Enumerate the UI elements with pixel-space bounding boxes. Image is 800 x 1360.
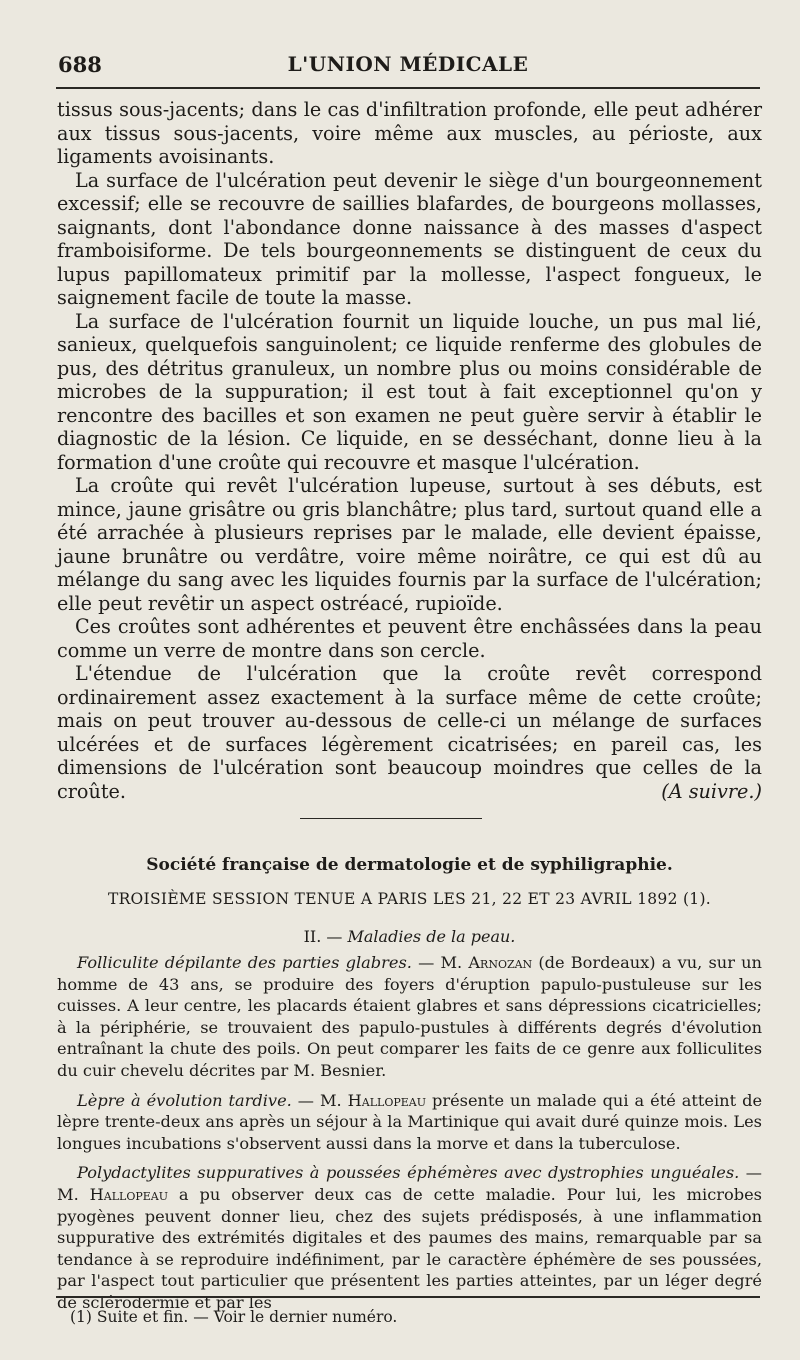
entry-text: a pu observer deux cas de cette maladie. Pour lui, les microbes pyogènes peuvent donner lieu, chez des sujets prédisposés, à une inflammation suppurative des extrémités digitales et des paumes des mains, remarquable par sa tendance à se reproduire indéfiniment, par le caractère éphémère de ses poussées, par l'aspect tout particulier que présentent les parties atteintes, par un léger degré de sclérodermie et par les bbox=[57, 1184, 762, 1312]
section-title: Maladies de la peau. bbox=[347, 927, 516, 946]
paragraph-croute: La croûte qui revêt l'ulcération lupeuse, surtout à ses débuts, est mince, jaune grisâtre ou gris blanchâtre; plus tard, surtout quand elle a été arrachée à plusieurs reprises par le malade, elle devient épaisse, jaune brunâtre ou verdâtre, voire même noirâtre, ce qui est dû au mélange du sang avec les liquides fournis par la surface de l'ulcération; elle peut revêtir un aspect ostréacé, rupioïde. bbox=[57, 474, 762, 615]
entry-author: M. Hallopeau bbox=[57, 1184, 168, 1204]
session-line: TROISIÈME SESSION TENUE A PARIS LES 21, 22 ET 23 AVRIL 1892 (1). bbox=[107, 890, 712, 908]
running-title: L'UNION MÉDICALE bbox=[287, 52, 529, 76]
section-heading bbox=[57, 927, 762, 946]
session-entries bbox=[57, 952, 762, 1314]
society-title: Société française de dermatologie et de syphiligraphie. bbox=[146, 855, 673, 875]
header-rule bbox=[56, 87, 760, 89]
entry-author: M. Arnozan bbox=[440, 953, 533, 972]
section-number: II. — bbox=[303, 927, 343, 946]
page-header bbox=[58, 52, 758, 76]
paragraph-bourgeonnement: La surface de l'ulcération peut devenir le siège d'un bourgeonnement excessif; elle se recouvre de saillies blafardes, de bourgeons mollasses, saignants, dont l'abondance donne naissance à des masses d'aspect framboisiforme. De tels bourgeonnements se distinguent de ceux du lupus papillomateux primitif par la mollesse, l'aspect fongueux, le saignement facile de toute la masse. bbox=[57, 168, 762, 309]
paragraph-etendue-text: L'étendue de l'ulcération que la croûte revêt correspond ordinairement assez exactement à la surface même de cette croûte; mais on peut trouver au-dessous de celle-ci un mélange de surfaces ulcérées et de surfaces légèrement cicatrisées; en pareil cas, les dimensions de l'ulcération sont beaucoup moindres que celles de la croûte. bbox=[57, 662, 762, 803]
footnote-rule bbox=[56, 1296, 760, 1298]
entry-folliculite: Folliculite dépilante des parties glabres. — M. Arnozan (de Bordeaux) a vu, sur un homme de 43 ans, se produire des foyers d'éruption papulo-pustuleuse sur les cuisses. A leur centre, les placards étaient glabres et sans dépressions cicatricielles; à la périphérie, se trouvaient des papulo-pustules à différents degrés d'évolution entraînant la chute des poils. On peut comparer les faits de ce genre aux folliculites du cuir chevelu décrites par M. Besnier. bbox=[57, 953, 762, 1080]
page-number: 688 bbox=[58, 52, 102, 77]
paragraph-continuation: tissus sous-jacents; dans le cas d'infiltration profonde, elle peut adhérer aux tissus sous-jacents, voire même aux muscles, au périoste, aux ligaments avoisinants. bbox=[57, 98, 762, 168]
entry-lepre: Lèpre à évolution tardive. — M. Hallopeau présente un malade qui a été atteint de lèpre trente-deux ans après un séjour à la Martinique qui avait duré quinze mois. Les longues incubations s'observent aussi dans la morve et dans la tuberculose. bbox=[57, 1090, 763, 1153]
entry-title: Polydactylites suppuratives à poussées éphémères avec dystrophies unguéales. bbox=[77, 1163, 740, 1183]
entry-polydactylites: Polydactylites suppuratives à poussées éphémères avec dystrophies unguéales. — M. Hallopeau a pu observer deux cas de cette maladie. Pour lui, les microbes pyogènes peuvent donner lieu, chez des sujets prédisposés, à une inflammation suppurative des extrémités digitales et des paumes des mains, remarquable par sa tendance à se reproduire indéfiniment, par le caractère éphémère de ses poussées, par l'aspect tout particulier que présentent les parties atteintes, par un léger degré de sclérodermie et par les bbox=[57, 1163, 762, 1312]
footnote: (1) Suite et fin. — Voir le dernier numéro. bbox=[70, 1308, 398, 1326]
entry-text: (de Bordeaux) a vu, sur un homme de 43 ans, se produire des foyers d'éruption papulo-pustuleuse sur les cuisses. A leur centre, les placards étaient glabres et sans dépressions cicatricielles; à la périphérie, se trouvaient des papulo-pustules à différents degrés d'évolution entraînant la chute des poils. On peut comparer les faits de ce genre aux folliculites du cuir chevelu décrites par M. Besnier. bbox=[57, 953, 762, 1080]
section-divider bbox=[300, 818, 482, 819]
to-be-continued: (A suivre.) bbox=[661, 779, 762, 803]
paragraph-etendue bbox=[57, 662, 762, 803]
paragraph-liquide: La surface de l'ulcération fournit un liquide louche, un pus mal lié, sanieux, quelquefois sanguinolent; ce liquide renferme des globules de pus, des détritus granuleux, un nombre plus ou moins considérable de microbes de la suppuration; il est tout à fait exceptionnel qu'on y rencontre des bacilles et son examen ne peut guère servir à établir le diagnostic de la lésion. Ce liquide, en se desséchant, donne lieu à la formation d'une croûte qui recouvre et masque l'ulcération. bbox=[57, 309, 762, 474]
entry-title: Folliculite dépilante des parties glabres. bbox=[77, 953, 412, 972]
entry-text: présente un malade qui a été atteint de lèpre trente-deux ans après un séjour à la Martinique qui avait duré quinze mois. Les longues incubations s'observent aussi dans la morve et dans la tuberculose. bbox=[57, 1090, 763, 1153]
paragraph-croutes-adherentes: Ces croûtes sont adhérentes et peuvent être enchâssées dans la peau comme un verre de montre dans son cercle. bbox=[57, 615, 762, 662]
entry-title: Lèpre à évolution tardive. bbox=[77, 1090, 292, 1110]
entry-author: M. Hallopeau bbox=[319, 1090, 426, 1110]
article-body bbox=[57, 98, 762, 803]
